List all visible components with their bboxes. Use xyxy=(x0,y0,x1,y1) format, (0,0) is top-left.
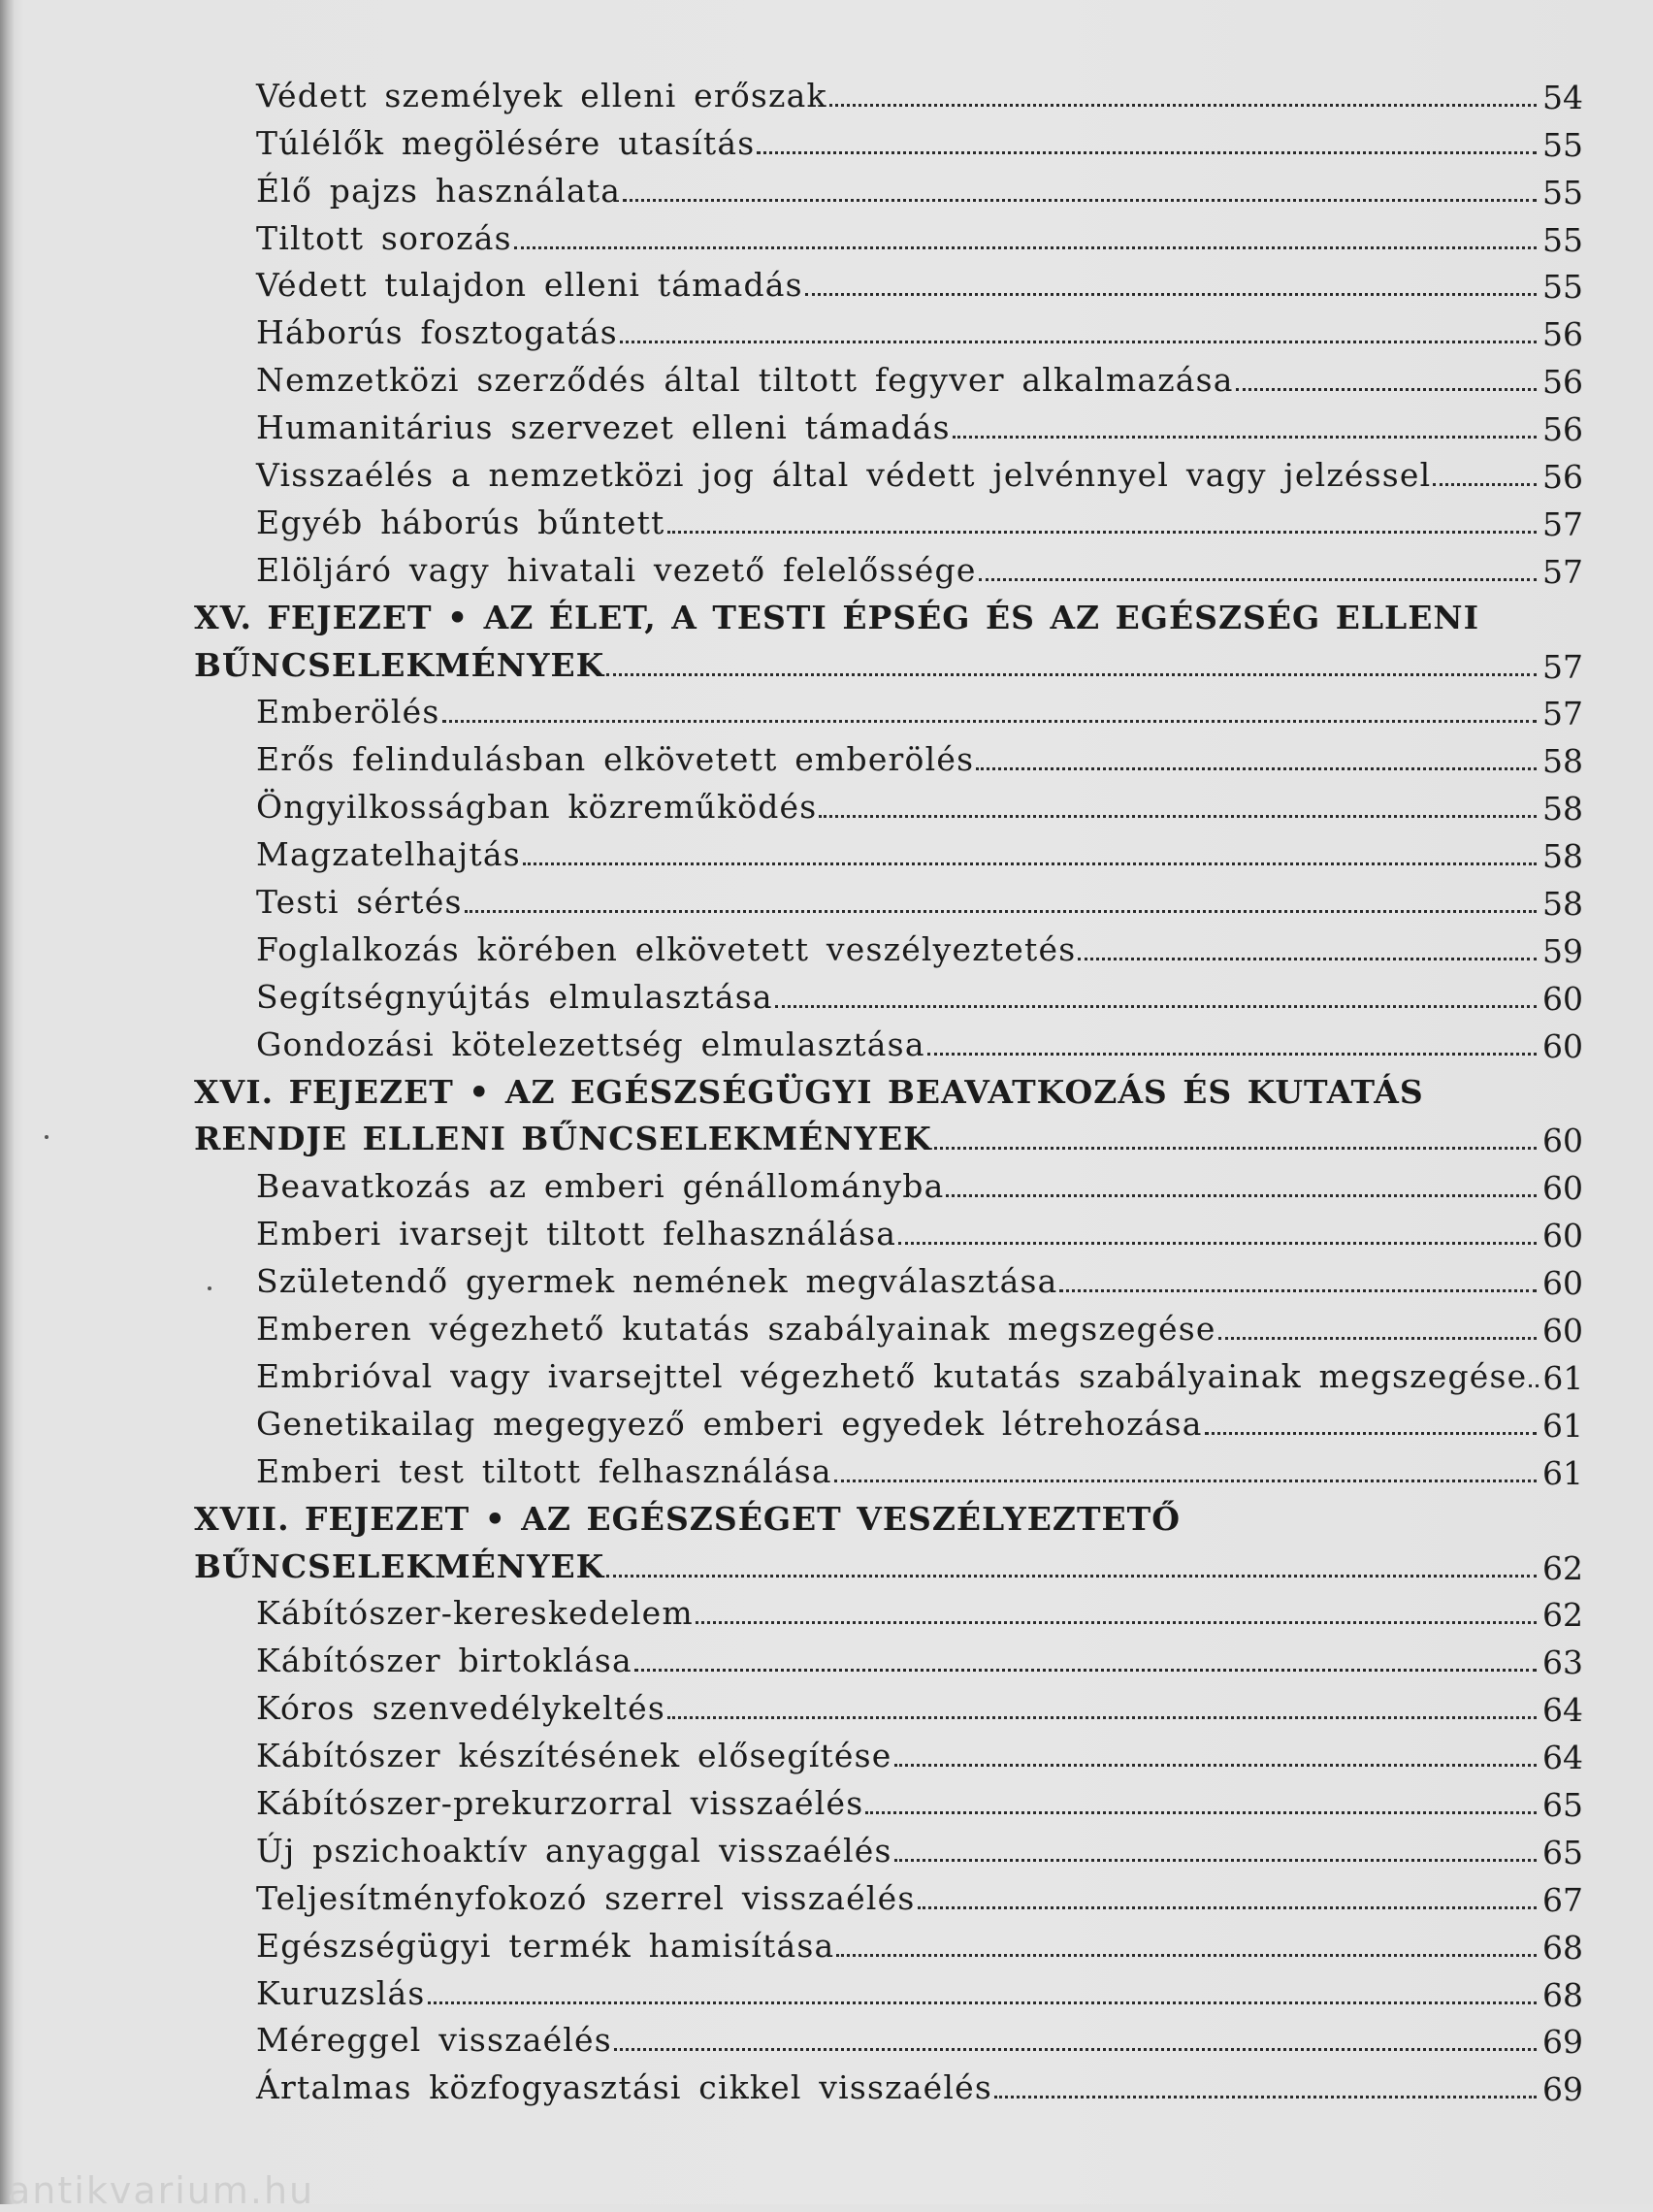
chapter-heading-line xyxy=(194,1114,1583,1161)
toc-entry-label: Testi sértés xyxy=(256,883,463,922)
toc-entry-label: Emberi test tiltott felhasználása xyxy=(256,1451,832,1490)
toc-page-number: 60 xyxy=(1542,1122,1583,1160)
dot-leader xyxy=(865,1811,1537,1814)
toc-entry-label: Embrióval vagy ivarsejttel végezhető kutatás szabályainak megszegése xyxy=(256,1356,1528,1395)
toc-page-number: 55 xyxy=(1542,268,1583,307)
toc-group-xv xyxy=(194,687,1583,1066)
toc-entry-label: Foglalkozás körében elkövetett veszélyeztetés xyxy=(256,929,1077,968)
toc-page-number: 54 xyxy=(1542,78,1583,116)
toc-entry-label: Új pszichoaktív anyaggal visszaélés xyxy=(256,1831,892,1870)
dot-leader xyxy=(918,1906,1537,1909)
toc-entry[interactable] xyxy=(194,1682,1583,1730)
toc-page-number: 55 xyxy=(1542,125,1583,164)
toc-entry[interactable] xyxy=(194,354,1583,402)
dot-leader xyxy=(1433,483,1537,486)
toc-entry[interactable] xyxy=(194,1588,1583,1636)
chapter-title-continued: RENDJE ELLENI BŰNCSELEKMÉNYEK xyxy=(194,1120,932,1158)
dot-leader xyxy=(819,815,1537,818)
dot-leader xyxy=(927,1053,1537,1056)
dot-leader xyxy=(634,1669,1537,1672)
toc-entry[interactable] xyxy=(194,1920,1583,1968)
dot-leader xyxy=(620,341,1537,343)
dot-leader xyxy=(976,767,1537,770)
toc-page-number: 62 xyxy=(1542,1548,1583,1587)
dot-leader xyxy=(442,720,1538,723)
toc-page-number: 56 xyxy=(1542,458,1583,497)
toc-entry[interactable] xyxy=(194,876,1583,924)
toc-page-number: 65 xyxy=(1542,1833,1583,1871)
toc-entry-label: Túlélők megölésére utasítás xyxy=(256,123,756,162)
toc-entry[interactable] xyxy=(194,687,1583,734)
toc-entry[interactable] xyxy=(194,829,1583,876)
toc-entry-label: Nemzetközi szerződés által tiltott fegyver alkalmazása xyxy=(256,361,1234,400)
toc-entry-label: Védett személyek elleni erőszak xyxy=(256,76,827,114)
toc-entry[interactable] xyxy=(194,1730,1583,1777)
toc-page-number: 60 xyxy=(1542,979,1583,1018)
toc-entry-label: Gondozási kötelezettség elmulasztása xyxy=(256,1025,925,1063)
dot-leader xyxy=(805,293,1537,296)
toc-entry[interactable] xyxy=(194,1777,1583,1825)
chapter-heading-line xyxy=(194,1541,1583,1588)
toc-page-number: 64 xyxy=(1542,1691,1583,1730)
toc-entry[interactable] xyxy=(194,1255,1583,1303)
dot-leader xyxy=(1218,1337,1537,1340)
toc-entry-label: Élő pajzs használata xyxy=(256,171,622,210)
dot-leader xyxy=(894,1764,1537,1767)
toc-entry-label: Teljesítményfokozó szerrel visszaélés xyxy=(256,1878,916,1917)
dot-leader xyxy=(667,1716,1537,1719)
dot-leader xyxy=(775,1005,1537,1008)
toc-entry[interactable] xyxy=(194,2062,1583,2109)
toc-entry-label: Kábítószer-kereskedelem xyxy=(256,1594,694,1633)
dot-leader xyxy=(606,1575,1537,1578)
toc-page-number: 68 xyxy=(1542,1975,1583,2014)
toc-page-number: 56 xyxy=(1542,315,1583,354)
paper-speck xyxy=(45,1135,49,1139)
dot-leader xyxy=(1236,388,1537,391)
toc-entry-label: Háborús fosztogatás xyxy=(256,313,618,352)
toc-page-number: 60 xyxy=(1542,1312,1583,1350)
toc-page-number: 59 xyxy=(1542,931,1583,970)
toc-page-number: 65 xyxy=(1542,1785,1583,1824)
toc-page-number: 55 xyxy=(1542,173,1583,211)
toc-entry[interactable] xyxy=(194,2015,1583,2063)
toc-page-number: 57 xyxy=(1542,504,1583,543)
dot-leader xyxy=(1529,1384,1539,1387)
dot-leader xyxy=(1205,1432,1537,1435)
toc-entry-label: Méreggel visszaélés xyxy=(256,2021,612,2060)
dot-leader xyxy=(667,531,1537,534)
toc-group-xvi xyxy=(194,1160,1583,1492)
toc-chapter-xvi[interactable] xyxy=(194,1066,1583,1161)
toc-entry-label: Kóros szenvedélykeltés xyxy=(256,1689,666,1728)
toc-entry[interactable] xyxy=(194,1303,1583,1350)
dot-leader xyxy=(614,2048,1537,2051)
dot-leader xyxy=(829,104,1537,107)
page-binding-shadow xyxy=(0,0,14,2204)
toc-page-number: 60 xyxy=(1542,1026,1583,1065)
toc-entry-label: Segítségnyújtás elmulasztása xyxy=(256,977,773,1016)
toc-entry-label: Egészségügyi termék hamisítása xyxy=(256,1926,835,1965)
toc-entry-label: Humanitárius szervezet elleni támadás xyxy=(256,408,951,447)
toc-entry-label: Öngyilkosságban közreműködés xyxy=(256,788,818,827)
toc-entry-label: Beavatkozás az emberi génállományba xyxy=(256,1167,945,1206)
chapter-heading-line xyxy=(194,639,1583,687)
toc-entry[interactable] xyxy=(194,70,1583,117)
toc-page-number: 63 xyxy=(1542,1643,1583,1682)
dot-leader xyxy=(894,1859,1537,1862)
toc-entry-label: Születendő gyermek nemének megválasztása xyxy=(256,1262,1058,1301)
toc-entry-label: Erős felindulásban elkövetett emberölés xyxy=(256,740,975,779)
dot-leader xyxy=(465,910,1537,913)
toc-page-number: 56 xyxy=(1542,363,1583,402)
toc-page-number: 62 xyxy=(1542,1596,1583,1635)
dot-leader xyxy=(623,199,1537,202)
toc-entry[interactable] xyxy=(194,1872,1583,1920)
toc-page-number: 57 xyxy=(1542,695,1583,733)
toc-group-war-crimes xyxy=(194,70,1583,592)
chapter-title-continued: BŰNCSELEKMÉNYEK xyxy=(194,1546,605,1585)
toc-entry-label: Emberen végezhető kutatás szabályainak megszegése xyxy=(256,1310,1216,1349)
toc-page-number: 58 xyxy=(1542,742,1583,781)
toc-page-number: 58 xyxy=(1542,837,1583,876)
toc-entry[interactable] xyxy=(194,1398,1583,1446)
toc-entry-label: Kábítószer birtoklása xyxy=(256,1642,632,1680)
watermark: antikvarium.hu xyxy=(8,2169,315,2212)
toc-entry[interactable] xyxy=(194,544,1583,592)
toc-entry-label: Kábítószer készítésének elősegítése xyxy=(256,1737,892,1775)
toc-page-number: 60 xyxy=(1542,1217,1583,1255)
dot-leader xyxy=(523,862,1537,865)
dot-leader xyxy=(979,578,1537,581)
toc-page-number: 69 xyxy=(1542,2070,1583,2109)
chapter-heading-line xyxy=(194,592,1583,639)
toc-entry[interactable] xyxy=(194,1350,1583,1398)
toc-page-number: 56 xyxy=(1542,410,1583,449)
dot-leader xyxy=(836,1954,1537,1957)
dot-leader xyxy=(834,1480,1537,1482)
toc-page-number: 61 xyxy=(1542,1358,1584,1397)
toc-page-number: 58 xyxy=(1542,790,1583,829)
toc-entry[interactable] xyxy=(194,307,1583,354)
toc-page-number: 55 xyxy=(1542,220,1583,259)
toc-entry[interactable] xyxy=(194,1208,1583,1255)
toc-entry[interactable] xyxy=(194,1446,1583,1493)
table-of-contents xyxy=(194,70,1583,2109)
toc-entry[interactable] xyxy=(194,260,1583,308)
dot-leader xyxy=(1059,1289,1537,1292)
dot-leader xyxy=(934,1147,1537,1150)
toc-entry[interactable] xyxy=(194,1968,1583,2015)
toc-page-number: 60 xyxy=(1542,1169,1583,1208)
dot-leader xyxy=(428,2001,1538,2004)
toc-entry-label: Magzatelhajtás xyxy=(256,835,521,874)
toc-page-number: 61 xyxy=(1542,1453,1583,1492)
toc-entry-label: Emberi ivarsejt tiltott felhasználása xyxy=(256,1215,897,1253)
toc-entry[interactable] xyxy=(194,781,1583,829)
toc-entry-label: Emberölés xyxy=(256,693,440,732)
dot-leader xyxy=(514,246,1537,249)
toc-page-number: 69 xyxy=(1542,2023,1583,2062)
paper-speck xyxy=(208,1286,211,1290)
toc-page-number: 67 xyxy=(1542,1880,1583,1919)
dot-leader xyxy=(606,673,1537,676)
toc-entry[interactable] xyxy=(194,924,1583,971)
toc-entry[interactable] xyxy=(194,971,1583,1019)
toc-entry[interactable] xyxy=(194,1825,1583,1872)
chapter-title: XVII. FEJEZET • AZ EGÉSZSÉGET VESZÉLYEZTETŐ xyxy=(194,1499,1181,1538)
toc-entry-label: Elöljáró vagy hivatali vezető felelőssége xyxy=(256,550,977,589)
toc-page-number: 64 xyxy=(1542,1739,1583,1777)
chapter-title: XVI. FEJEZET • AZ EGÉSZSÉGÜGYI BEAVATKOZÁS ÉS KUTATÁS xyxy=(194,1072,1424,1111)
dot-leader xyxy=(953,436,1537,439)
chapter-title: XV. FEJEZET • AZ ÉLET, A TESTI ÉPSÉG ÉS AZ EGÉSZSÉG ELLENI xyxy=(194,598,1480,636)
dot-leader xyxy=(946,1194,1537,1197)
toc-entry[interactable] xyxy=(194,1160,1583,1208)
toc-entry[interactable] xyxy=(194,402,1583,449)
dot-leader xyxy=(898,1242,1537,1245)
toc-entry[interactable] xyxy=(194,212,1583,260)
toc-entry-label: Egyéb háborús bűntett xyxy=(256,503,665,541)
toc-page-number: 57 xyxy=(1542,647,1583,686)
toc-entry-label: Védett tulajdon elleni támadás xyxy=(256,266,803,305)
toc-page-number: 60 xyxy=(1542,1264,1583,1303)
toc-chapter-xvii[interactable] xyxy=(194,1493,1583,1588)
toc-entry-label: Tiltott sorozás xyxy=(256,218,512,257)
chapter-title-continued: BŰNCSELEKMÉNYEK xyxy=(194,645,605,684)
toc-entry[interactable] xyxy=(194,497,1583,544)
dot-leader xyxy=(696,1621,1537,1624)
toc-page-number: 61 xyxy=(1542,1406,1583,1445)
toc-entry-label: Kábítószer-prekurzorral visszaélés xyxy=(256,1783,864,1822)
toc-page-number: 68 xyxy=(1542,1928,1583,1967)
chapter-heading-line xyxy=(194,1066,1583,1114)
toc-entry-label: Genetikailag megegyező emberi egyedek létrehozása xyxy=(256,1404,1203,1443)
toc-entry-label: Visszaélés a nemzetközi jog által védett jelvénnyel vagy jelzéssel xyxy=(256,456,1432,495)
toc-entry[interactable] xyxy=(194,117,1583,165)
toc-entry[interactable] xyxy=(194,165,1583,212)
dot-leader xyxy=(1078,958,1537,960)
toc-page-number: 57 xyxy=(1542,552,1583,591)
dot-leader xyxy=(757,151,1537,154)
toc-entry[interactable] xyxy=(194,733,1583,781)
dot-leader xyxy=(994,2096,1537,2098)
toc-entry[interactable] xyxy=(194,449,1583,497)
chapter-heading-line xyxy=(194,1493,1583,1541)
toc-entry-label: Ártalmas közfogyasztási cikkel visszaélés xyxy=(256,2068,992,2107)
toc-page-number: 58 xyxy=(1542,885,1583,924)
toc-group-xvii xyxy=(194,1588,1583,2110)
toc-entry[interactable] xyxy=(194,1019,1583,1066)
toc-entry[interactable] xyxy=(194,1635,1583,1682)
toc-entry-label: Kuruzslás xyxy=(256,1973,426,2012)
toc-chapter-xv[interactable] xyxy=(194,592,1583,687)
